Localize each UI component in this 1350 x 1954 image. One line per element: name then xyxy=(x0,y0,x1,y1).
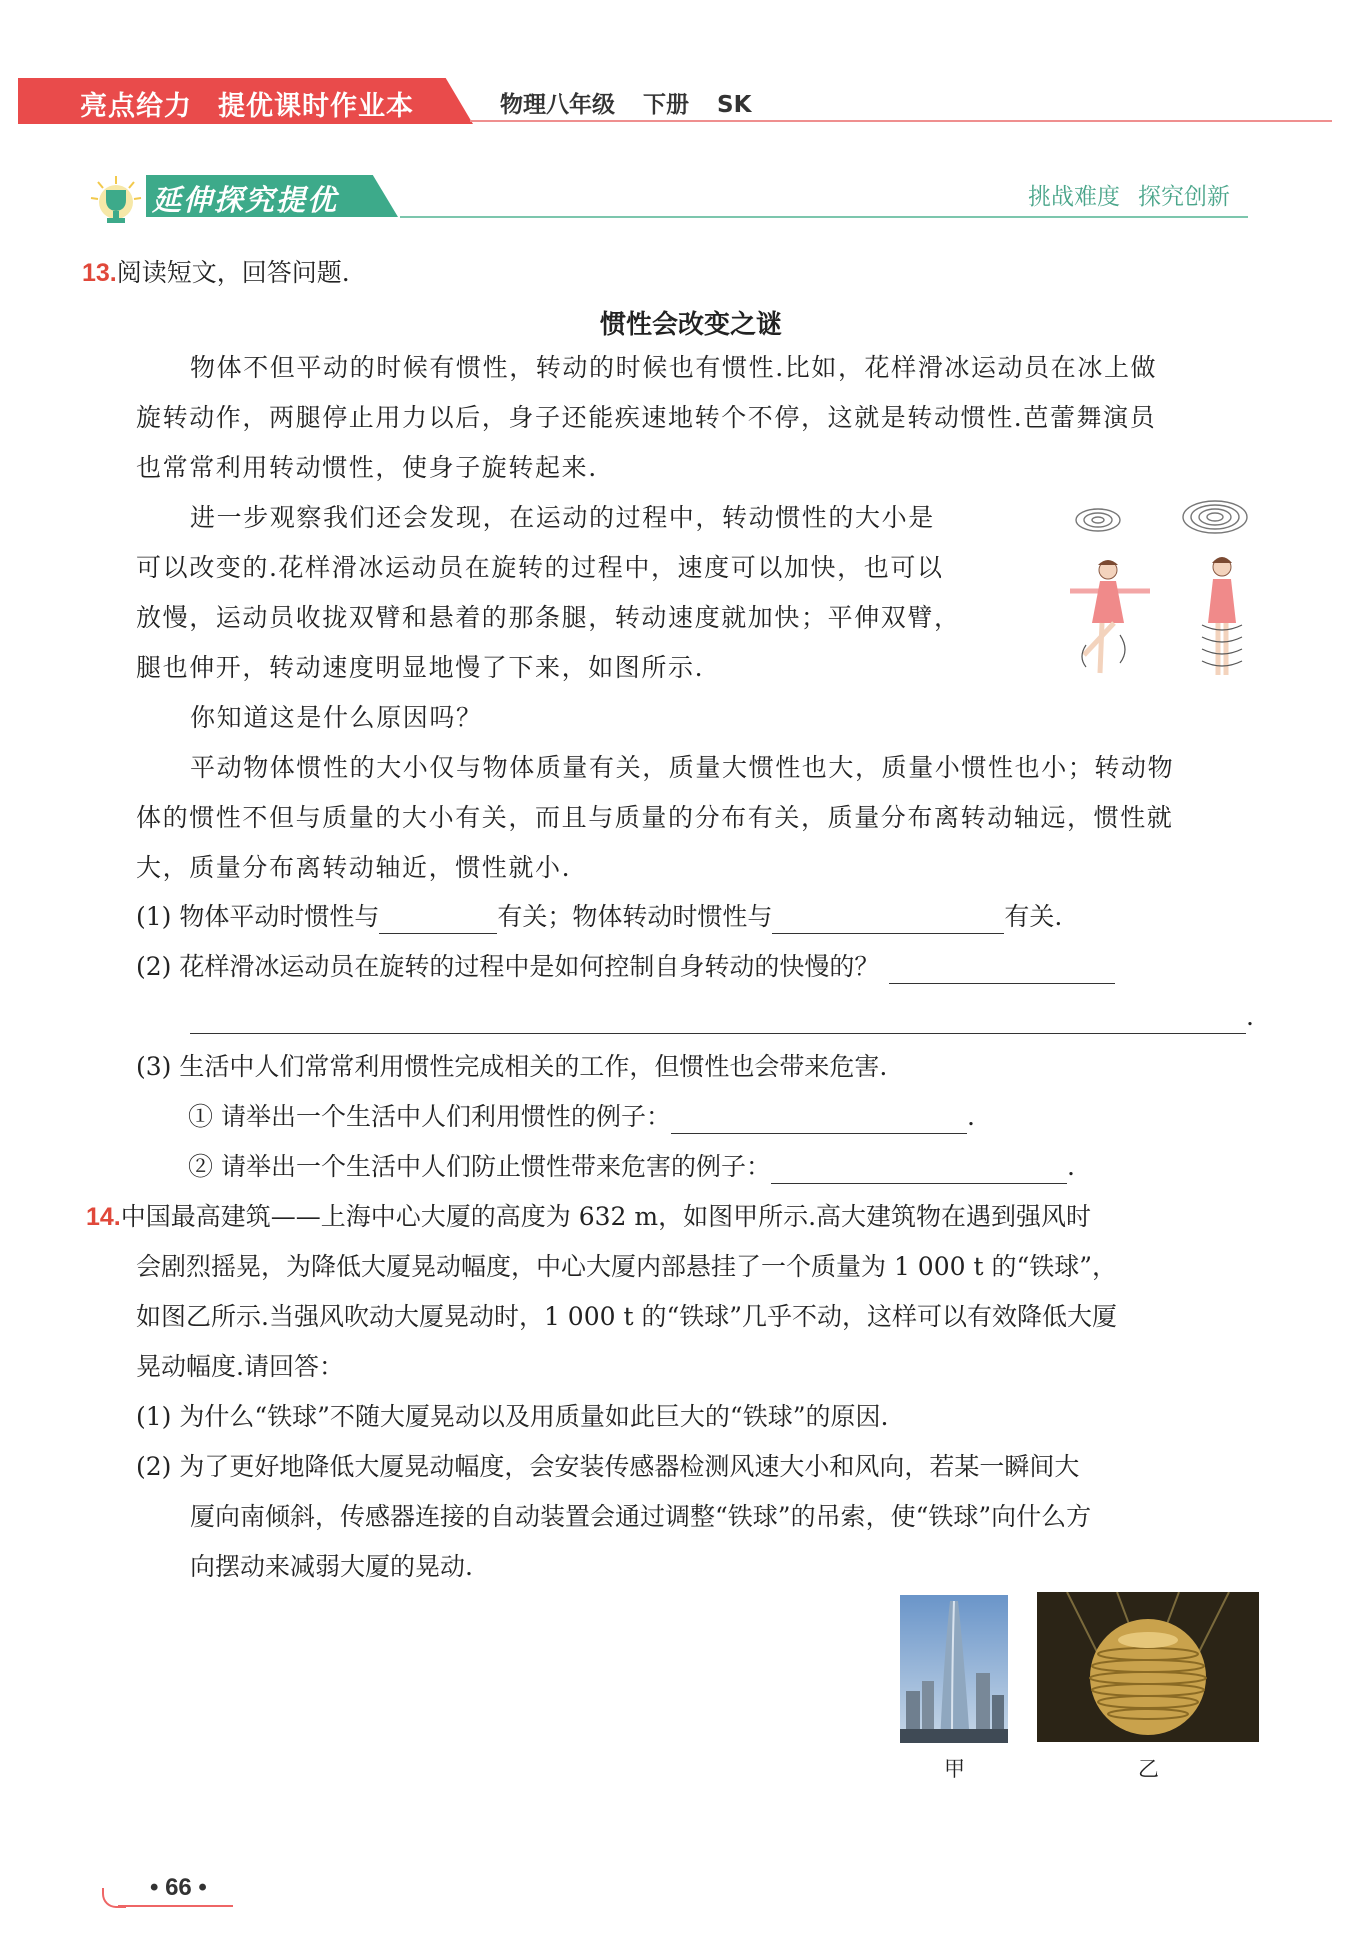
q13-p2-line1: 进一步观察我们还会发现，在运动的过程中，转动惯性的大小是 xyxy=(190,503,935,532)
q13-sub1-text-c: 有关. xyxy=(1004,902,1063,931)
q13-p2-line4: 腿也伸开，转动速度明显地慢了下来，如图所示. xyxy=(136,653,705,682)
section-tag-explore: 探究创新 xyxy=(1138,184,1230,210)
q13-p1-line1: 物体不但平动的时候有惯性，转动的时候也有惯性.比如，花样滑冰运动员在冰上做 xyxy=(190,353,1158,382)
edition-label: SK xyxy=(717,92,752,118)
caption-figure-b: 乙 xyxy=(1138,1757,1159,1781)
page-number: • 66 • xyxy=(150,1874,207,1901)
q13-sub2-blank-2[interactable] xyxy=(190,1005,1246,1034)
section-tag-challenge: 挑战难度 xyxy=(1028,184,1120,210)
q14-line3: 如图乙所示.当强风吹动大厦晃动时，1 000 t 的“铁球”几乎不动，这样可以有效降低大厦 xyxy=(136,1302,1118,1331)
q13-sub2-blank-1[interactable] xyxy=(889,955,1115,984)
header-brand xyxy=(80,84,440,123)
q13-p1-line3: 也常常利用转动惯性，使身子旋转起来. xyxy=(136,453,598,482)
header-subject xyxy=(500,86,779,119)
q14-line4: 晃动幅度.请回答： xyxy=(136,1352,344,1381)
shanghai-tower-photo xyxy=(900,1595,1008,1743)
header-rule xyxy=(470,120,1332,122)
q14-sub2-line2: 厦向南倾斜，传感器连接的自动装置会通过调整“铁球”的吊索，使“铁球”向什么方 xyxy=(190,1502,1092,1531)
tuned-mass-damper-photo xyxy=(1037,1592,1259,1742)
q13-p4-line2: 体的惯性不但与质量的大小有关，而且与质量的分布有关，质量分布离转动轴远，惯性就 xyxy=(136,803,1174,832)
q13-prompt-line xyxy=(82,256,350,290)
q14-line1 xyxy=(86,1200,1091,1234)
volume-label: 下册 xyxy=(643,92,689,118)
q13-sub3-item2-period: . xyxy=(1066,1152,1075,1181)
q13-sub3-item2-text: ② 请举出一个生活中人们防止惯性带来危害的例子： xyxy=(188,1152,771,1181)
q13-p1-line2: 旋转动作，两腿停止用力以后，身子还能疾速地转个不停，这就是转动惯性.芭蕾舞演员 xyxy=(136,403,1157,432)
series-name: 提优课时作业本 xyxy=(218,91,414,122)
q13-number: 13. xyxy=(82,259,117,287)
q13-prompt: 阅读短文，回答问题. xyxy=(116,258,350,287)
q14-text-line1: 中国最高建筑——上海中心大厦的高度为 632 m，如图甲所示.高大建筑物在遇到强风时 xyxy=(120,1202,1092,1231)
q13-p4-line1: 平动物体惯性的大小仅与物体质量有关，质量大惯性也大，质量小惯性也小；转动物 xyxy=(190,753,1175,782)
section-tags xyxy=(1010,178,1230,211)
q14-sub1: (1) 为什么“铁球”不随大厦晃动以及用质量如此巨大的“铁球”的原因. xyxy=(136,1402,889,1431)
q13-sub2 xyxy=(136,950,1115,984)
q13-p2-line3: 放慢，运动员收拢双臂和悬着的那条腿，转动速度就加快；平伸双臂， xyxy=(136,603,961,632)
q13-p4-line3: 大，质量分布离转动轴近，惯性就小. xyxy=(136,853,572,882)
q13-sub3-item2 xyxy=(188,1150,1075,1184)
spin-swirl-small-icon xyxy=(1076,509,1120,531)
footer-rule xyxy=(118,1905,233,1907)
figure-skaters-illustration xyxy=(1050,495,1260,695)
caption-figure-a: 甲 xyxy=(944,1757,965,1781)
q14-sub2-line1: (2) 为了更好地降低大厦晃动幅度，会安装传感器检测风速大小和风向，若某一瞬间大 xyxy=(136,1452,1080,1481)
skater-arms-tucked xyxy=(1202,557,1242,675)
trophy-icon xyxy=(88,174,144,230)
q14-number: 14. xyxy=(86,1203,121,1231)
q13-sub1-text-b: 有关；物体转动时惯性与 xyxy=(497,902,773,931)
q13-sub1-blank-2[interactable] xyxy=(772,905,1004,934)
q13-sub1-text-a: (1) 物体平动时惯性与 xyxy=(136,902,380,931)
subject-label: 物理八年级 xyxy=(500,92,615,118)
q13-sub3-item1-period: . xyxy=(966,1102,975,1131)
q13-sub1-blank-1[interactable] xyxy=(379,905,497,934)
q13-sub3-item2-blank[interactable] xyxy=(771,1155,1067,1184)
skater-arms-extended xyxy=(1070,560,1150,673)
q13-article-title: 惯性会改变之谜 xyxy=(599,310,782,340)
q13-sub2-text: (2) 花样滑冰运动员在旋转的过程中是如何控制自身转动的快慢的？ xyxy=(136,952,880,981)
brand-name: 亮点给力 xyxy=(80,91,192,122)
q14-sub2-line3: 向摆动来减弱大厦的晃动. xyxy=(190,1552,473,1581)
section-rule xyxy=(400,216,1248,218)
q13-p3: 你知道这是什么原因吗？ xyxy=(190,703,483,732)
q13-p2-line2: 可以改变的.花样滑冰运动员在旋转的过程中，速度可以加快，也可以 xyxy=(136,553,944,582)
section-title: 延伸探究提优 xyxy=(152,183,339,217)
q13-sub2-period: . xyxy=(1246,1002,1254,1031)
q13-sub3-item1-text: ① 请举出一个生活中人们利用惯性的例子： xyxy=(188,1102,671,1131)
q13-sub1 xyxy=(136,900,1062,934)
q14-line2: 会剧烈摇晃，为降低大厦晃动幅度，中心大厦内部悬挂了一个质量为 1 000 t 的“铁球”， xyxy=(136,1252,1118,1281)
q13-sub3-item1 xyxy=(188,1100,975,1134)
q13-sub3: (3) 生活中人们常常利用惯性完成相关的工作，但惯性也会带来危害. xyxy=(136,1052,888,1081)
spin-swirl-large-icon xyxy=(1183,501,1247,533)
q13-sub2-line2 xyxy=(190,1000,1254,1034)
q13-sub3-item1-blank[interactable] xyxy=(671,1105,967,1134)
